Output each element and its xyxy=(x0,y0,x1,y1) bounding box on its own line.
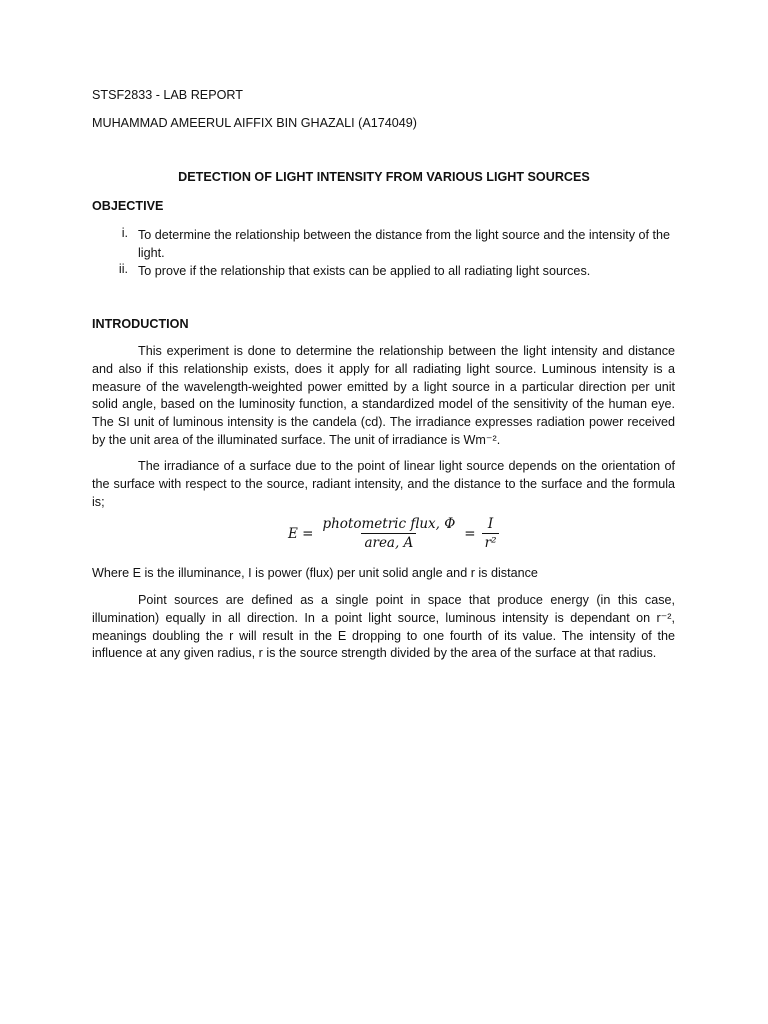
introduction-heading: INTRODUCTION xyxy=(92,317,189,331)
report-title: DETECTION OF LIGHT INTENSITY FROM VARIOUS LIGHT SOURCES xyxy=(178,170,590,184)
formula-explanation-line: Where E is the illuminance, I is power (flux) per unit solid angle and r is distance xyxy=(92,566,538,580)
objective-item-number: i. xyxy=(121,226,128,240)
formula-fraction-flux-area xyxy=(319,516,458,551)
irradiance-formula xyxy=(288,516,499,551)
formula-lhs: E = xyxy=(288,525,314,542)
intro-paragraph-3: Point sources are defined as a single point in space that produce energy (in this case, illumination) equally in all direction. In a point light source, luminous intensity is dependant on r⁻², meanings doubling the r will result in the E dropping to one fourth of its value. The intensity of the influence at any given radius, r is the source strength divided by the area of the surface at that radius. xyxy=(92,593,675,661)
objective-heading: OBJECTIVE xyxy=(92,199,164,213)
intro-paragraph-1: This experiment is done to determine the relationship between the light intensity and distance and also if this relationship exists, does it apply for all radiating light source. Luminous intensity is a measure of the wavelength-weighted power emitted by a light source in a particular direction per unit solid angle, based on the luminosity function, a standardized model of the sensitivity of the human eye. The SI unit of luminous intensity is the candela (cd). The irradiance expresses radiation power received by the unit area of the illuminated surface. The unit of irradiance is Wm⁻². xyxy=(92,344,675,447)
objective-item-text: To determine the relationship between the distance from the light source and the intensity of the light. xyxy=(138,228,671,260)
objective-item-number: ii. xyxy=(118,262,128,276)
formula-denominator: r² xyxy=(482,533,500,551)
formula-numerator: photometric flux, Φ xyxy=(322,516,456,532)
objective-item-text: To prove if the relationship that exists can be applied to all radiating light sources. xyxy=(138,264,591,278)
author-line: MUHAMMAD AMEERUL AIFFIX BIN GHAZALI (A174049) xyxy=(92,116,417,130)
formula-fraction-intensity-distance xyxy=(482,516,500,551)
intro-paragraph-2: The irradiance of a surface due to the point of linear light source depends on the orientation of the surface with respect to the source, radiant intensity, and the distance to the surface and the formula is; xyxy=(92,459,675,509)
course-code-line: STSF2833 - LAB REPORT xyxy=(92,88,243,102)
formula-denominator: area, A xyxy=(361,533,416,551)
formula-numerator: I xyxy=(487,516,494,532)
formula-equals: = xyxy=(464,525,476,542)
